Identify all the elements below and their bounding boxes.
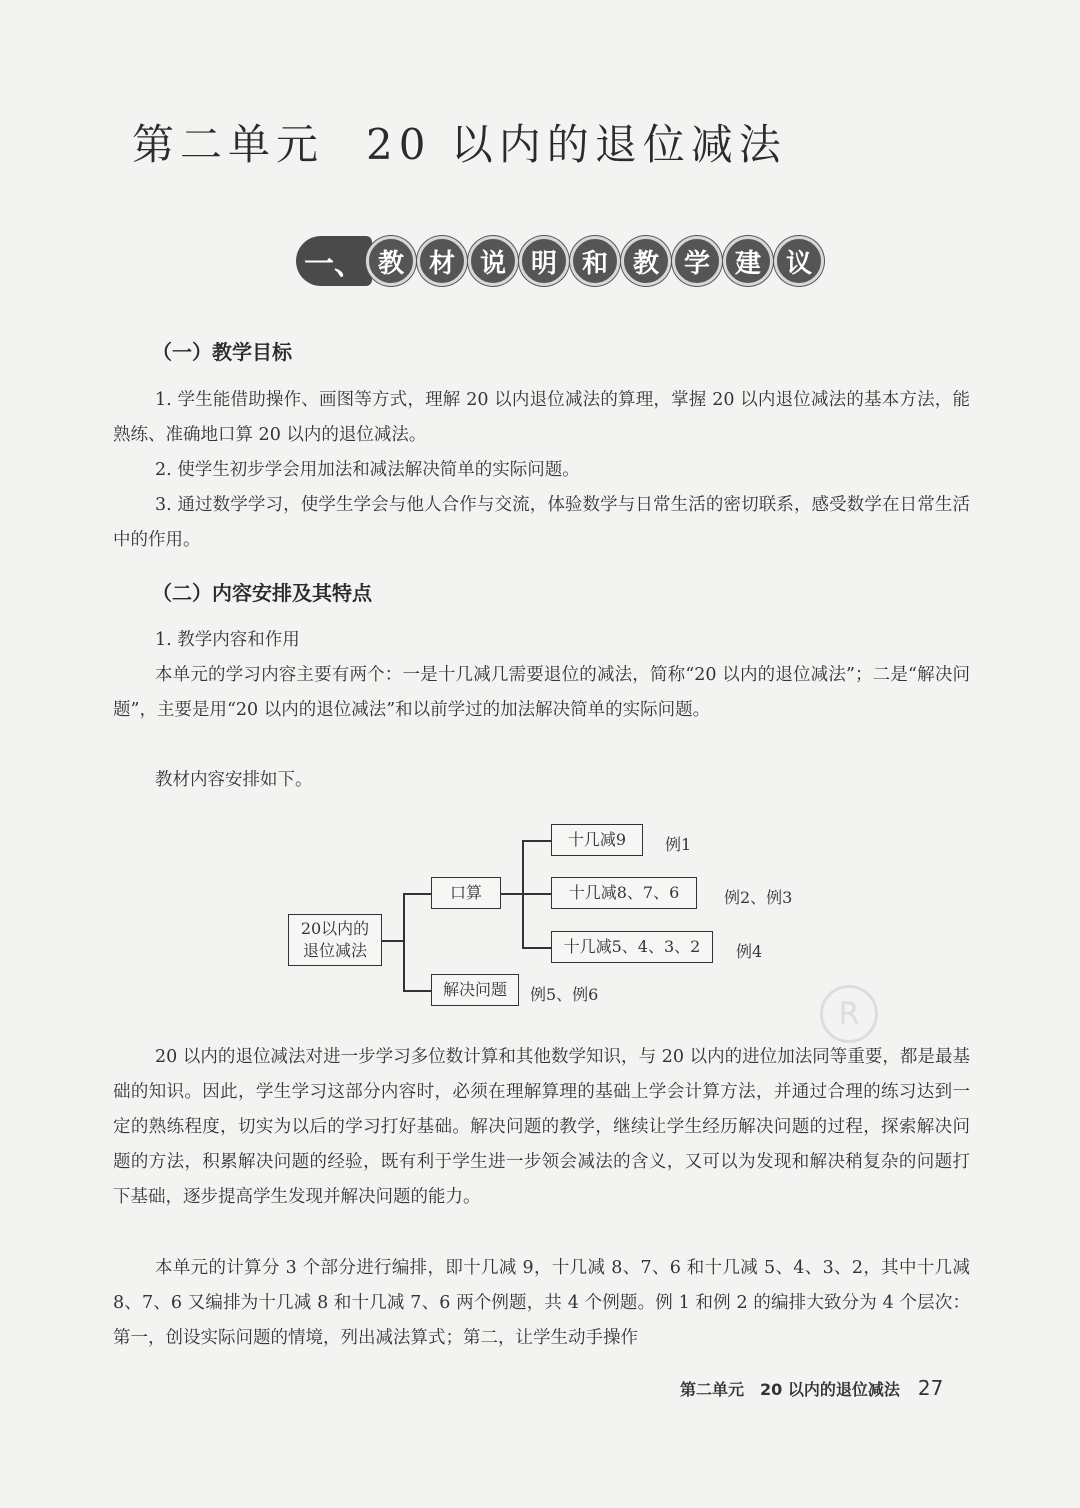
diagram-leaf-1-label: 例1 bbox=[665, 835, 692, 854]
page-number: 27 bbox=[917, 1376, 944, 1400]
content-paragraph-1: 本单元的学习内容主要有两个：一是十几减几需要退位的减法，简称“20 以内的退位减法”；二是“解决问题”，主要是用“20 以内的退位减法”和以前学过的加法解决简单的实际问题。 bbox=[113, 665, 970, 720]
diagram-leaf-1: 十几减9 bbox=[551, 824, 643, 856]
connector-line bbox=[522, 893, 551, 895]
banner-char: 议 bbox=[774, 236, 824, 286]
content-paragraph-4: 本单元的计算分 3 个部分进行编排，即十几减 9，十几减 8、7、6 和十几减 5、4、3、2，其中十几减 8、7、6 又编排为十几减 8 和十几减 7、6 两个例题，共 4 个例题。例 1 和例 2 的编排大致分为 4 个层次：第一，创设实际问题的情境，列出减法算式；第二，让学生动手操作 bbox=[113, 1258, 970, 1348]
goal-paragraph-2: 2. 使学生初步学会用加法和减法解决简单的实际问题。 bbox=[155, 460, 580, 480]
section-heading-goals: （一）教学目标 bbox=[152, 340, 292, 364]
banner-char: 说 bbox=[468, 236, 518, 286]
content-paragraph-3: 20 以内的退位减法对进一步学习多位数计算和其他数学知识，与 20 以内的进位加法同等重要，都是最基础的知识。因此，学生学习这部分内容时，必须在理解算理的基础上学会计算方法，并通过合理的练习达到一定的熟练程度，切实为以后的学习打好基础。解决问题的教学，继续让学生经历解决问题的过程，探索解决问题的方法，积累解决问题的经验，既有利于学生进一步领会减法的含义，又可以为发现和解决稍复杂的问题打下基础，逐步提高学生发现并解决问题的能力。 bbox=[113, 1047, 970, 1207]
diagram-leaf-3: 十几减5、4、3、2 bbox=[551, 931, 713, 963]
goal-paragraph-1: 1. 学生能借助操作、画图等方式，理解 20 以内退位减法的算理，掌握 20 以内退位减法的基本方法，能熟练、准确地口算 20 以内的退位减法。 bbox=[113, 390, 970, 445]
connector-line bbox=[403, 893, 405, 990]
registered-watermark: R bbox=[820, 985, 878, 1043]
page-footer bbox=[680, 1376, 943, 1400]
diagram-leaf-2: 十几减8、7、6 bbox=[551, 877, 697, 909]
banner-char: 建 bbox=[723, 236, 773, 286]
title-topic: 20 以内的退位减法 bbox=[366, 120, 787, 169]
connector-line bbox=[403, 990, 431, 992]
diagram-leaf-2-label: 例2、例3 bbox=[724, 888, 793, 907]
connector-line bbox=[382, 940, 404, 942]
content-paragraph-2: 教材内容安排如下。 bbox=[155, 770, 313, 790]
section-banner bbox=[296, 236, 824, 286]
banner-char: 明 bbox=[519, 236, 569, 286]
connector-line bbox=[522, 840, 524, 947]
diagram-root-line1: 20以内的 bbox=[300, 919, 370, 938]
connector-line bbox=[403, 893, 431, 895]
connector-line bbox=[522, 947, 551, 949]
banner-char: 和 bbox=[570, 236, 620, 286]
banner-prefix: 一、 bbox=[296, 236, 372, 286]
title-unit: 第二单元 bbox=[132, 120, 325, 169]
diagram-node-solve: 解决问题 bbox=[431, 974, 519, 1006]
connector-line bbox=[501, 893, 523, 895]
diagram-label-solve: 例5、例6 bbox=[530, 985, 599, 1004]
goal-paragraph-3: 3. 通过数学学习，使学生学会与他人合作与交流，体验数学与日常生活的密切联系，感受数学在日常生活中的作用。 bbox=[113, 495, 970, 550]
banner-char: 学 bbox=[672, 236, 722, 286]
banner-char: 教 bbox=[621, 236, 671, 286]
banner-chars bbox=[366, 236, 824, 286]
diagram-root-line2: 退位减法 bbox=[302, 941, 367, 960]
sub-heading-content: 1. 教学内容和作用 bbox=[155, 630, 300, 650]
diagram-root bbox=[288, 914, 382, 966]
section-heading-content: （二）内容安排及其特点 bbox=[152, 581, 372, 605]
page-title bbox=[132, 112, 787, 172]
diagram-node-oral: 口算 bbox=[431, 877, 501, 909]
banner-char: 教 bbox=[366, 236, 416, 286]
banner-char: 材 bbox=[417, 236, 467, 286]
connector-line bbox=[522, 840, 551, 842]
diagram-leaf-3-label: 例4 bbox=[736, 942, 763, 961]
footer-text: 第二单元 20 以内的退位减法 bbox=[680, 1380, 900, 1399]
